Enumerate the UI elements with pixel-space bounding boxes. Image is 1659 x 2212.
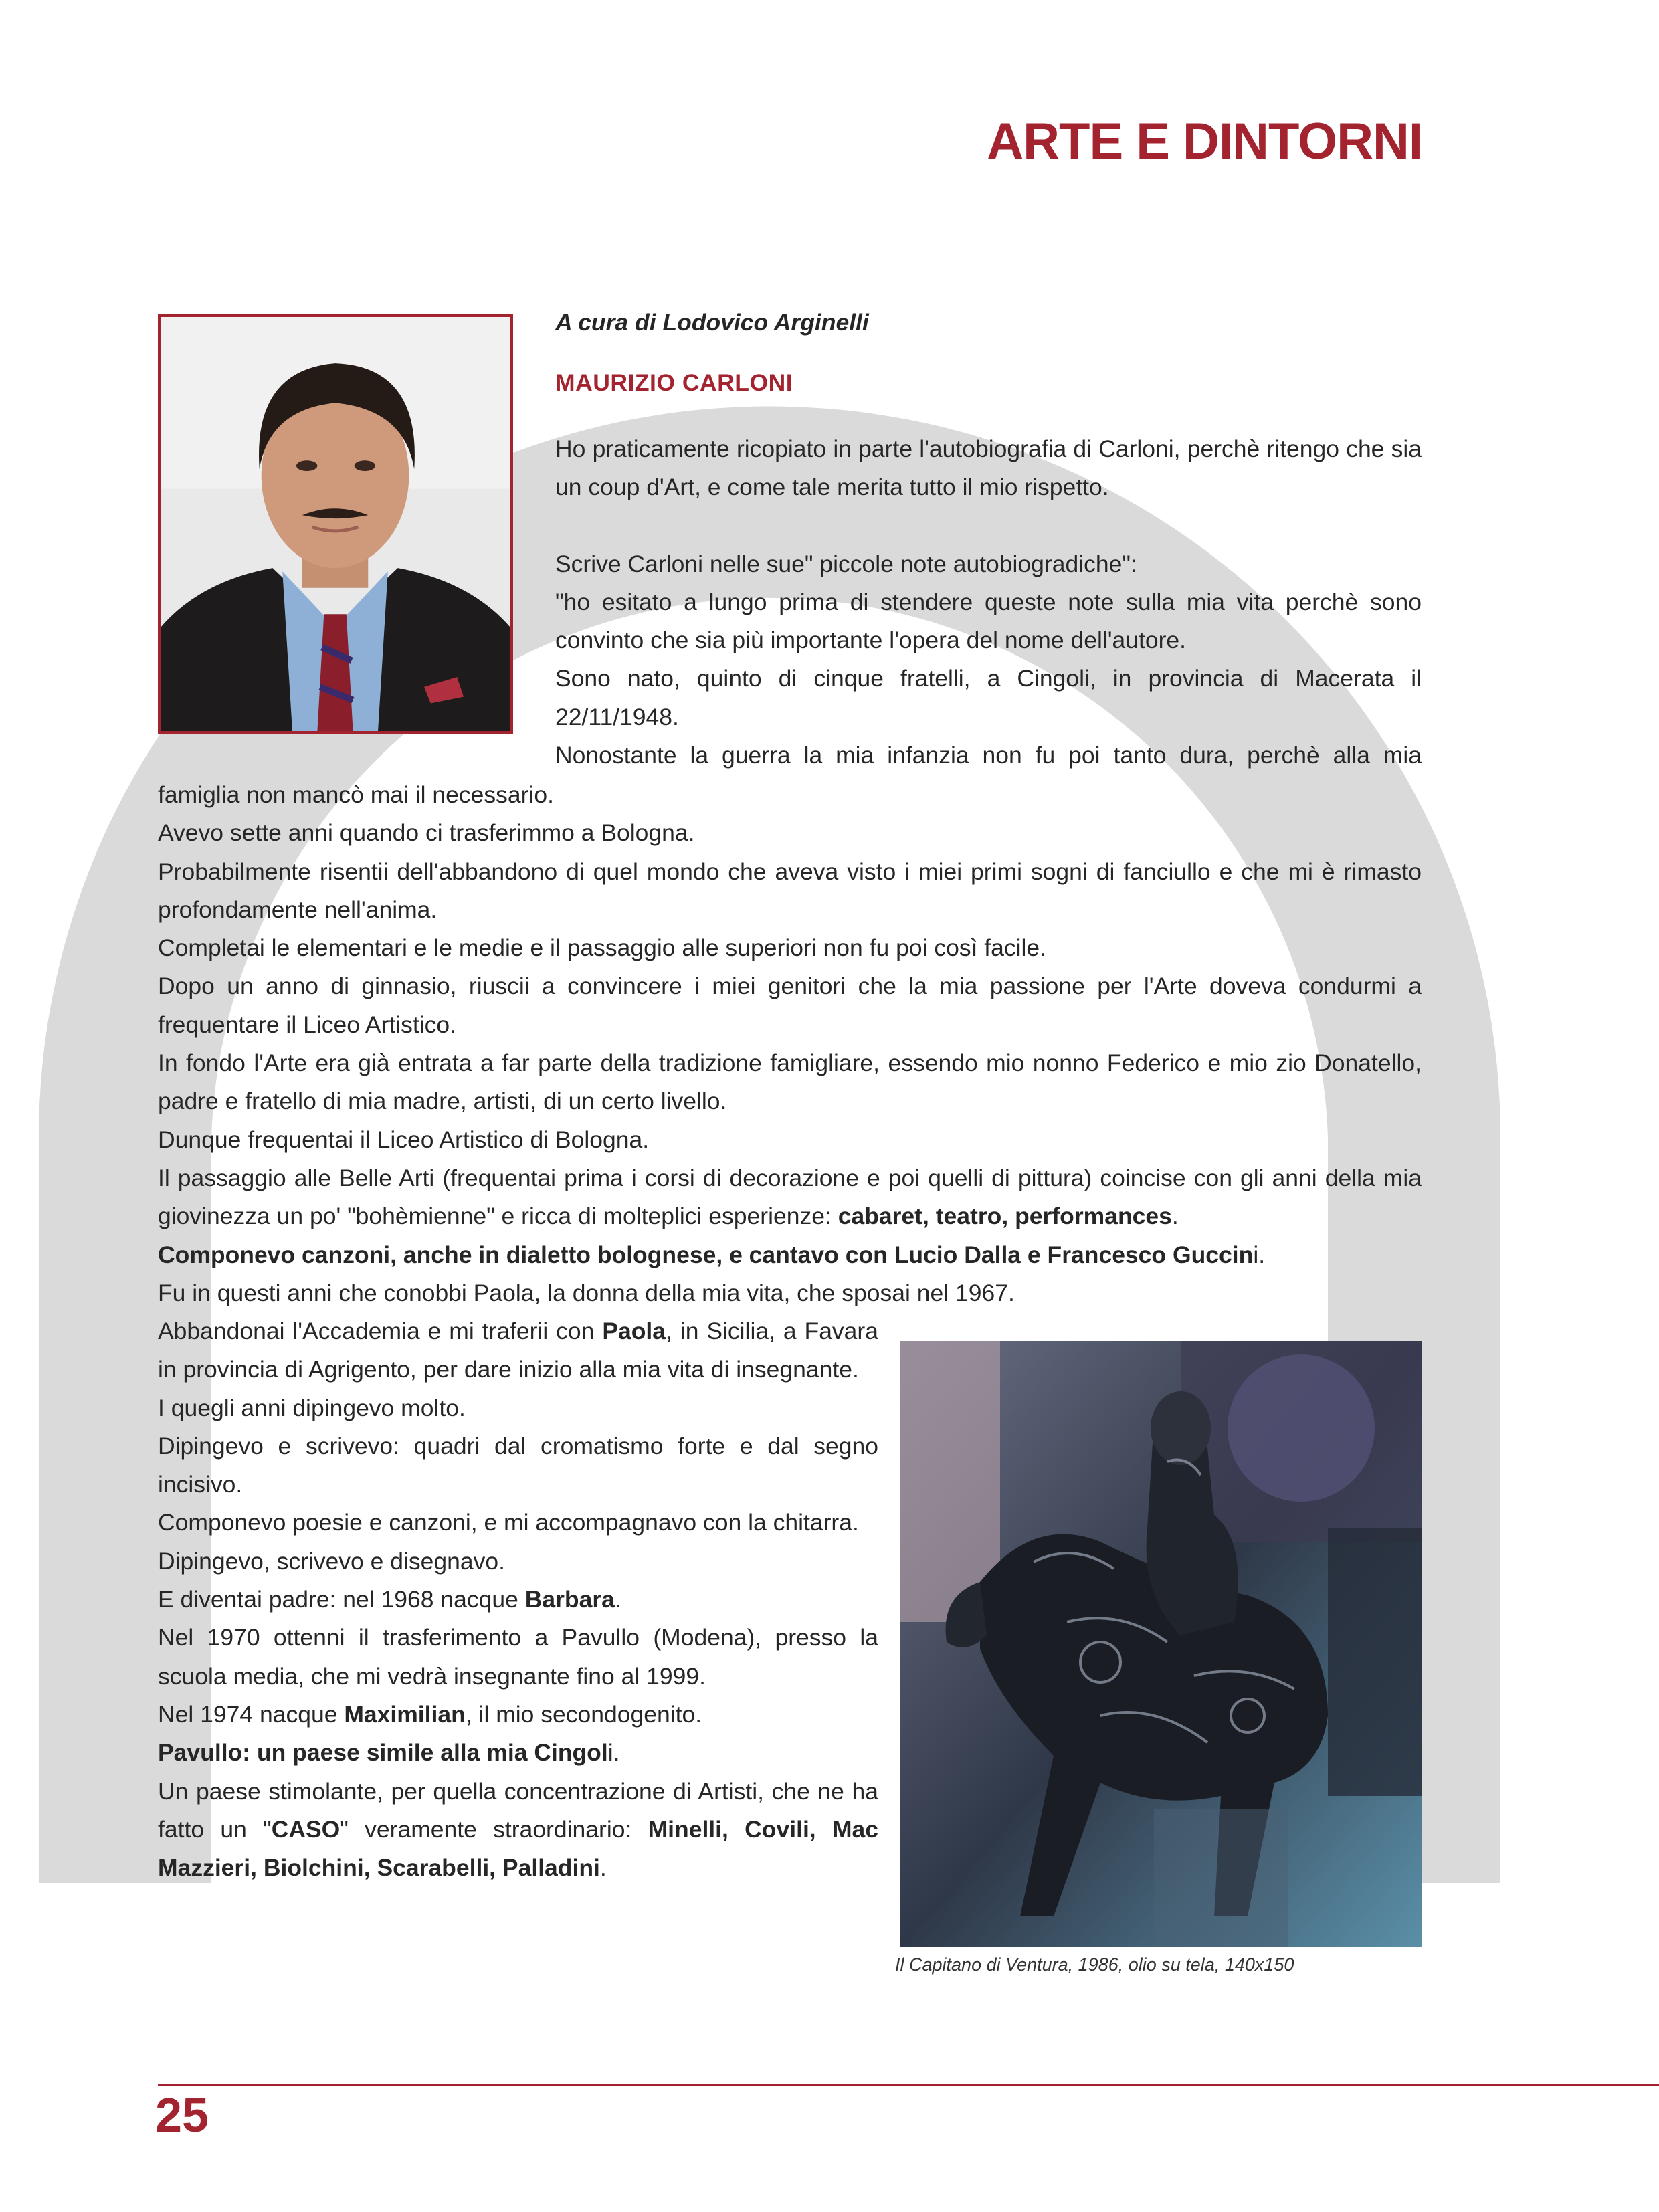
bold-text-run: Barbara — [524, 1586, 615, 1613]
page-number: 25 — [155, 2089, 209, 2142]
bold-text-run: cabaret, teatro, performances — [838, 1203, 1172, 1230]
paragraph: In fondo l'Arte era già entrata a far parte della tradizione famigliare, essendo mio nonno Federico e mio zio Donatello, padre e fratello di mia madre, artisti, di un certo livello. — [158, 1049, 1422, 1115]
text-run: Il passaggio alle Belle Arti (frequentai prima i corsi di decorazione e poi quelli di pittura) coincise con gli anni della mia giovinezza un po' "bohèmienne" e ricca di molteplici esperienze: — [158, 1164, 1422, 1230]
article-text-middle — [158, 776, 1422, 1312]
painting-caption: Il Capitano di Ventura, 1986, olio su tela, 140x150 — [895, 1954, 1294, 1975]
paragraph-line: Nonostante la guerra la mia infanzia non fu poi tanto dura, perchè alla mia — [555, 742, 1422, 769]
bold-text-run: Minelli, Covili, Mac Mazzieri, Biolchini, Scarabelli, Palladini — [158, 1815, 878, 1882]
article-byline: A cura di Lodovico Arginelli — [555, 309, 869, 336]
text-run: . — [599, 1854, 607, 1882]
paragraph: Dopo un anno di ginnasio, riuscii a convincere i miei genitori che la mia passione per l'Arte doveva condurmi a frequentare il Liceo Artistico. — [158, 973, 1422, 1038]
section-title: ARTE E DINTORNI — [987, 113, 1422, 170]
paragraph-spacer — [555, 507, 1422, 545]
painting-image — [900, 1341, 1422, 1947]
text-run: i. — [607, 1739, 620, 1767]
author-portrait-photo — [158, 314, 513, 734]
bold-text-run: Pavullo: un paese simile alla mia Cingol — [158, 1739, 608, 1767]
paragraph — [158, 1236, 1422, 1274]
paragraph: "ho esitato a lungo prima di stendere queste note sulla mia vita perchè sono convinto che sia più importante l'opera del nome dell'autore. — [555, 588, 1422, 654]
text-run: Nel 1974 nacque — [158, 1700, 345, 1728]
paragraph — [158, 1734, 878, 1772]
text-run: , il mio secondogenito. — [465, 1700, 702, 1728]
intro-paragraph: Ho praticamente ricopiato in parte l'autobiografia di Carloni, perchè ritengo che sia un coup d'Art, e come tale merita tutto il mio rispetto. — [555, 435, 1422, 501]
paragraph — [158, 1581, 878, 1619]
text-run: i. — [1253, 1241, 1266, 1268]
paragraph: Completai le elementari e le medie e il passaggio alle superiori non fu poi così facile. — [158, 934, 1047, 962]
paragraph: Probabilmente risentii dell'abbandono di quel mondo che aveva visto i miei primi sogni di fanciullo e che mi è rimasto profondamente nell'anima. — [158, 858, 1422, 923]
bold-text-run: Componevo canzoni, anche in dialetto bolognese, e cantavo con Lucio Dalla e Francesco Guccin — [158, 1241, 1254, 1268]
paragraph: Dunque frequentai il Liceo Artistico di Bologna. — [158, 1126, 650, 1153]
paragraph-line: famiglia non mancò mai il necessario. — [158, 781, 554, 808]
bold-text-run: Paola — [602, 1318, 666, 1344]
text-run: . — [1171, 1203, 1179, 1230]
paragraph: Dipingevo, scrivevo e disegnavo. — [158, 1547, 505, 1575]
footer-divider — [158, 2084, 1659, 2086]
paragraph — [158, 1312, 878, 1389]
text-run: " veramente straordinario: — [340, 1815, 648, 1843]
paragraph: Sono nato, quinto di cinque fratelli, a Cingoli, in provincia di Macerata il 22/11/1948. — [555, 665, 1422, 730]
paragraph: Nel 1970 ottenni il trasferimento a Pavullo (Modena), presso la scuola media, che mi vedrà insegnante fino al 1999. — [158, 1624, 878, 1690]
text-run: Abbandonai l'Accademia e mi traferii con — [158, 1318, 603, 1344]
paragraph: Dipingevo e scrivevo: quadri dal cromatismo forte e dal segno incisivo. — [158, 1432, 878, 1498]
article-author-name: MAURIZIO CARLONI — [555, 369, 793, 396]
paragraph: I quegli anni dipingevo molto. — [158, 1394, 466, 1421]
text-run: E diventai padre: nel 1968 nacque — [158, 1586, 525, 1613]
article-text-top — [555, 430, 1422, 775]
text-run: Un paese stimolante, per quella concentrazione di Artisti, che ne ha fatto un " — [158, 1777, 878, 1843]
paragraph — [158, 1696, 878, 1734]
paragraph: Fu in questi anni che conobbi Paola, la donna della mia vita, che sposai nel 1967. — [158, 1279, 1015, 1306]
paragraph — [158, 1159, 1422, 1236]
bold-text-run: Maximilian — [344, 1700, 466, 1728]
quote-intro: Scrive Carloni nelle sue" piccole note autobiogradiche": — [555, 550, 1137, 577]
text-run: . — [614, 1586, 621, 1613]
text-run: , in Sicilia, a Favara in provincia di Agrigento, per dare inizio alla mia vita di insegnante. — [158, 1318, 878, 1383]
paragraph: Componevo poesie e canzoni, e mi accompagnavo con la chitarra. — [158, 1509, 859, 1536]
paragraph — [158, 1773, 878, 1888]
bold-text-run: CASO — [271, 1815, 340, 1843]
article-text-bottom — [158, 1312, 878, 1887]
paragraph: Avevo sette anni quando ci trasferimmo a Bologna. — [158, 819, 695, 847]
